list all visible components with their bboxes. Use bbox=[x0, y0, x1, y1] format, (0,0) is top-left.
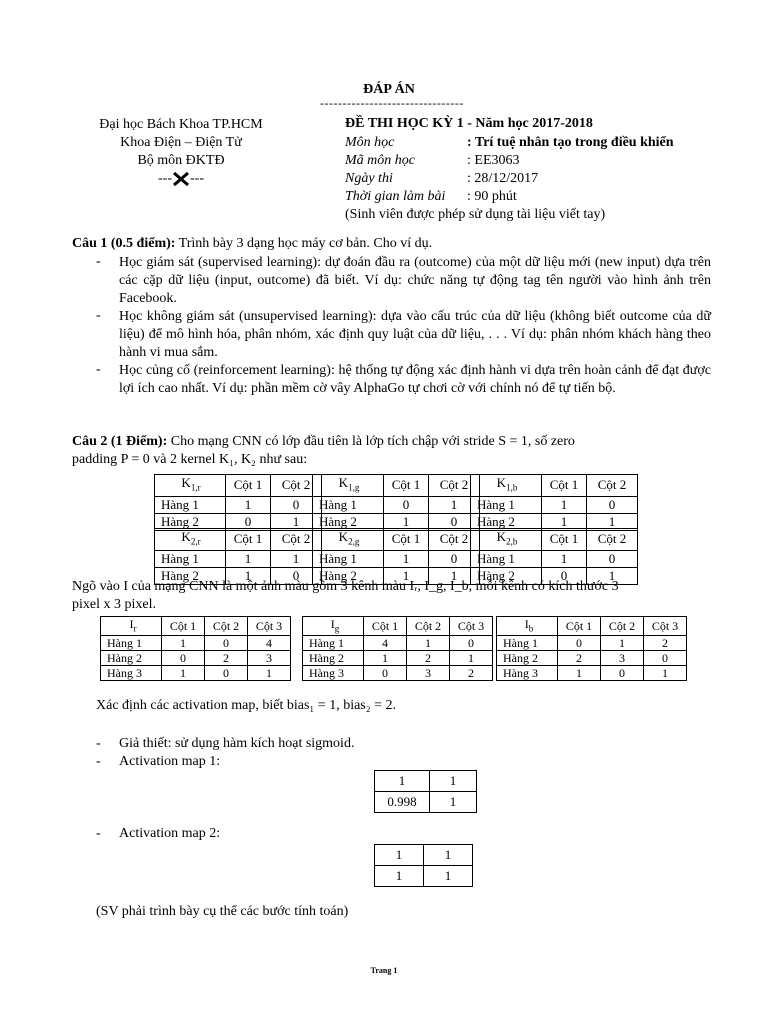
q2-bullet-assume: - bbox=[96, 736, 101, 751]
department-name: Bộ môn ĐKTĐ bbox=[137, 153, 225, 168]
kernel-name: $K_{1,r}$ bbox=[155, 475, 226, 497]
q1-heading: Câu 1 (0.5 điểm): Trình bày 3 dạng học máy cơ bản. Cho ví dụ. bbox=[72, 236, 433, 251]
q2-bullet-am1: - bbox=[96, 754, 101, 769]
answer-key-title: ĐÁP ÁN bbox=[363, 82, 415, 97]
input-channel-name: $I_r$ bbox=[101, 617, 162, 636]
task-text: Xác định các activation map, biết bias₁ = 1, bias₂ = 2. bbox=[96, 698, 397, 713]
activation-map-1-table: 1 1 0.998 1 bbox=[374, 770, 477, 813]
faculty-name: Khoa Điện – Điện Tử bbox=[120, 135, 242, 150]
kernel-table-k1b: $K_{1,b}$ Cột 1 Cột 2 Hàng 1 1 0 Hàng 2 1 1 bbox=[470, 474, 638, 531]
university-block bbox=[70, 116, 292, 188]
kernel-name: $K_{2,r}$ bbox=[155, 529, 226, 551]
footnote: (SV phải trình bày cụ thể các bước tính toán) bbox=[96, 904, 349, 919]
input-channel-name: $I_g$ bbox=[303, 617, 364, 636]
kernel-name: $K_{2,g}$ bbox=[313, 529, 384, 551]
q1-item-reinforcement: Học củng cố (reinforcement learning): hệ thống tự động xác định hành vi dựa trên hoàn cảnh để đạt được lợi ích cao nhất. Ví dụ: phần mềm cờ vây AlphaGo tự chơi cờ với chính nó để tự tiến bộ. bbox=[119, 363, 711, 396]
kernel-table-k1r: $K_{1,r}$ Cột 1 Cột 2 Hàng 1 1 0 Hàng 2 0 1 bbox=[154, 474, 322, 531]
kernel-table-k2r: $K_{2,r}$ Cột 1 Cột 2 Hàng 1 1 1 Hàng 2 1 0 bbox=[154, 528, 322, 585]
page-number: Trang 1 bbox=[370, 966, 398, 975]
exam-row-code: Mã môn học : EE3063 bbox=[345, 153, 520, 168]
kernel-name: $K_{2,b}$ bbox=[471, 529, 542, 551]
q1-bullet-3: - bbox=[96, 362, 101, 377]
cross-icon bbox=[172, 172, 190, 186]
exam-row-duration: Thời gian làm bài : 90 phút bbox=[345, 189, 517, 204]
assumption-text: Giả thiết: sử dụng hàm kích hoạt sigmoid. bbox=[119, 736, 355, 751]
input-table-ig: $I_g$ Cột 1 Cột 2 Cột 3 Hàng 1 4 1 0 Hàng 2 1 2 1 Hàng 3 0 3 2 bbox=[302, 616, 493, 681]
input-description: Ngõ vào I của mạng CNN là một ảnh màu gồm 3 kênh màu Iᵣ, I_g, I_b, mỗi kênh có kích thước 3 pixel x 3 pixel. bbox=[72, 579, 619, 612]
q1-bullet-2: - bbox=[96, 308, 101, 323]
input-table-ir: $I_r$ Cột 1 Cột 2 Cột 3 Hàng 1 1 0 4 Hàng 2 0 2 3 Hàng 3 1 0 1 bbox=[100, 616, 291, 681]
activation-map-2-label: Activation map 2: bbox=[119, 826, 221, 841]
exam-title: ĐỀ THI HỌC KỲ 1 - Năm học 2017-2018 bbox=[345, 116, 593, 131]
kernel-table-k2b: $K_{2,b}$ Cột 1 Cột 2 Hàng 1 1 0 Hàng 2 0 1 bbox=[470, 528, 638, 585]
exam-info bbox=[345, 134, 674, 224]
exam-row-date: Ngày thi : 28/12/2017 bbox=[345, 171, 539, 186]
kernel-table-k2g: $K_{2,g}$ Cột 1 Cột 2 Hàng 1 1 0 Hàng 2 1 1 bbox=[312, 528, 480, 585]
q2-bullet-am2: - bbox=[96, 826, 101, 841]
kernel-name: $K_{1,g}$ bbox=[313, 475, 384, 497]
university-name: Đại học Bách Khoa TP.HCM bbox=[99, 117, 263, 132]
separator-mark: --- --- bbox=[158, 171, 204, 186]
q2-heading: Câu 2 (1 Điểm): Cho mạng CNN có lớp đầu tiên là lớp tích chập với stride S = 1, số zero bbox=[72, 434, 575, 449]
activation-map-2-table: 1 1 1 1 bbox=[374, 844, 473, 887]
q2-text-line2: padding P = 0 và 2 kernel K₁, K₂ như sau: bbox=[72, 452, 308, 467]
q1-item-supervised: Học giám sát (supervised learning): dự đoán đầu ra (outcome) của một dữ liệu mới (new input) dựa trên các cặp dữ liệu (input, outcome) đã biết. Ví dụ: chức năng tự động tag tên người vào hình ảnh trên Facebook. bbox=[119, 255, 711, 306]
exam-note: (Sinh viên được phép sử dụng tài liệu viết tay) bbox=[345, 207, 606, 222]
kernel-table-k1g: $K_{1,g}$ Cột 1 Cột 2 Hàng 1 0 1 Hàng 2 1 0 bbox=[312, 474, 480, 531]
input-channel-name: $I_b$ bbox=[497, 617, 558, 636]
title-rule: -------------------------------- bbox=[320, 96, 464, 110]
q1-bullet-1: - bbox=[96, 254, 101, 269]
activation-map-1-label: Activation map 1: bbox=[119, 754, 221, 769]
exam-row-subject: Môn học : Trí tuệ nhân tạo trong điều khiển bbox=[345, 135, 674, 150]
q1-item-unsupervised: Học không giám sát (unsupervised learning): dựa vào cấu trúc của dữ liệu (không biết outcome của dữ liệu) để mô hình hóa, phân nhóm, xác định quy luật của dữ liệu, . . . Ví dụ: phân nhóm khách hàng theo hành vi mua sắm. bbox=[119, 309, 711, 360]
input-table-ib: $I_b$ Cột 1 Cột 2 Cột 3 Hàng 1 0 1 2 Hàng 2 2 3 0 Hàng 3 1 0 1 bbox=[496, 616, 687, 681]
kernel-name: $K_{1,b}$ bbox=[471, 475, 542, 497]
